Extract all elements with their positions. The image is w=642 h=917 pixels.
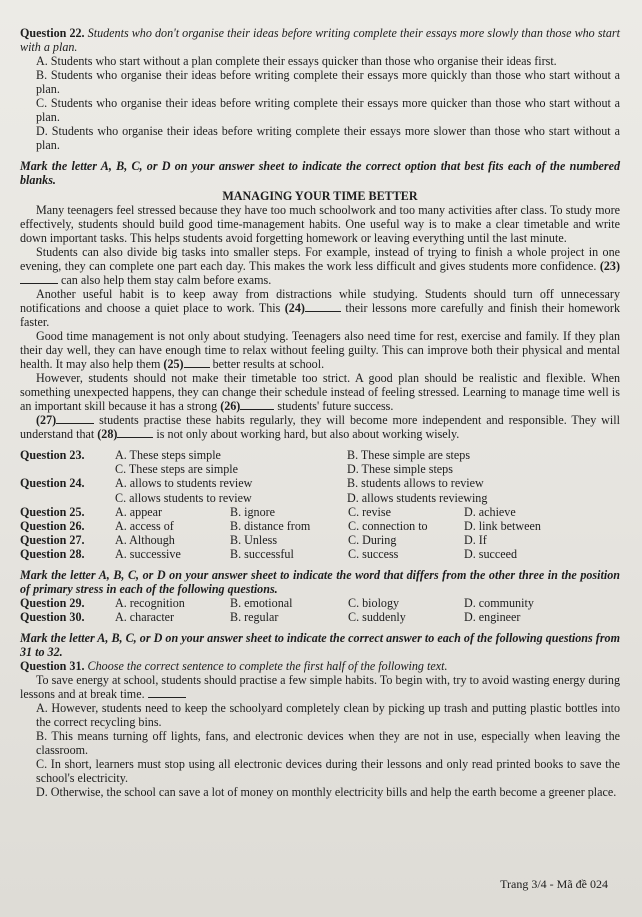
question-23-row-2 [20,462,620,476]
option-22-a[interactable]: A. Students who start without a plan complete their essays quicker than those who organise their ideas first. [36,54,557,69]
passage-paragraph-4: Good time management is not only about studying. Teenagers also need time for rest, exercise and family. If they plan their day well, they can have enough time to relax without feeling guilty. This can improve both their physical and mental health. It may also help them (25) better results at school. [20,328,620,372]
passage-paragraph-5: However, students should not make their timetable too strict. A good plan should be realistic and flexible. When something unexpected happens, they can change their schedule instead of feeling stressed. Learning to manage time well is an important skill because it has a strong (26) students' future success. [20,371,620,414]
question-label: Question 26. [20,518,85,533]
option-23-b[interactable]: B. These simple are steps [347,448,471,463]
option-29-a[interactable]: A. recognition [115,595,185,610]
passage-paragraph-6: (27) students practise these habits regularly, they will become more independent and responsible. They will understand that (28) is not only about working hard, but also about working wisely. [20,413,620,442]
blank-line[interactable] [20,273,58,284]
option-25-d[interactable]: D. achieve [464,504,516,519]
question-31-text: To save energy at school, students should practise a few simple habits. To begin with, try to avoid wasting energy during lessons and at break time. [20,673,620,702]
question-26-row [20,519,620,533]
blank-line[interactable] [305,301,341,312]
passage-paragraph-3: Another useful habit is to keep away from distractions while studying. Students should turn off unnecessary notifications and choose a quiet place to work. This (24) their lessons more carefully and finish their homework faster. [20,286,620,329]
question-24-row [20,476,620,490]
option-29-d[interactable]: D. community [464,595,534,610]
option-31-c[interactable]: C. In short, learners must stop using all electronic devices during their lessons and only read printed books to save the school's electricity. [36,757,620,786]
option-31-b[interactable]: B. This means turning off lights, fans, and electronic devices when they are not in use, especially when leaving the classroom. [36,729,620,758]
blank-number: (28) [97,427,118,442]
option-31-d[interactable]: D. Otherwise, the school can save a lot of money on monthly electricity bills and help the earth become a greener place. [36,785,617,800]
question-label: Question 27. [20,532,85,547]
blank-number: (25) [163,357,184,372]
option-22-d[interactable]: D. Students who organise their ideas before writing complete their essays more slower than those who start without a plan. [36,124,620,153]
blank-line[interactable] [148,687,186,698]
instruction-stress: Mark the letter A, B, C, or D on your answer sheet to indicate the word that differs from the other three in the position of primary stress in each of the following questions. [20,567,620,596]
instruction-blanks: Mark the letter A, B, C, or D on your answer sheet to indicate the correct option that best fits each of the numbered blanks. [20,159,620,188]
blank-number: (27) [36,413,57,428]
question-label: Question 28. [20,546,85,561]
option-23-a[interactable]: A. These steps simple [115,448,221,463]
option-25-a[interactable]: A. appear [115,504,163,519]
option-30-d[interactable]: D. engineer [464,609,521,624]
option-24-b[interactable]: B. students allows to review [347,476,484,491]
option-30-a[interactable]: A. character [115,609,175,624]
blank-line[interactable] [117,427,153,438]
option-24-c[interactable]: C. allows students to review [115,490,252,505]
question-text: Students who don't organise their ideas before writing complete their essays more slowly than those who start with a plan. [20,26,620,55]
question-27-row [20,533,620,547]
question-24-row-2 [20,491,620,505]
answer-table-23-28 [20,448,620,560]
passage-paragraph-2: Students can also divide big tasks into smaller steps. For example, instead of trying to finish a whole project in one evening, they can complete one part each day. This makes the work less difficult and gives students more confidence. (23) can also help them stay calm before exams. [20,244,620,287]
blank-number: (23) [599,258,620,273]
option-31-a[interactable]: A. However, students need to keep the schoolyard completely clean by picking up trash and putting plastic bottles into the correct recycling bins. [36,701,620,730]
option-26-d[interactable]: D. link between [464,518,541,533]
question-label: Question 25. [20,504,85,519]
blank-line[interactable] [56,413,94,424]
question-31-stem [20,659,620,673]
question-label: Question 29. [20,595,85,610]
instruction-questions-31-32: Mark the letter A, B, C, or D on your answer sheet to indicate the correct answer to each of the following questions from 31 to 32. [20,630,620,659]
blank-number: (26) [220,399,241,414]
option-28-a[interactable]: A. successive [115,546,181,561]
question-text: Choose the correct sentence to complete the first half of the following text. [87,659,448,674]
question-23-row [20,448,620,462]
question-25-row [20,505,620,519]
passage-paragraph-1: Many teenagers feel stressed because they have too much schoolwork and too many activities after class. To study more effectively, students should build good time-management habits. One useful way is to make a clear timetable and write down important tasks. This helps students avoid forgetting homework or leaving everything until the last minute. [20,202,620,245]
option-28-b[interactable]: B. successful [230,546,294,561]
question-22-stem [20,26,620,54]
option-27-d[interactable]: D. If [464,532,487,547]
option-26-a[interactable]: A. access of [115,518,174,533]
passage-title: MANAGING YOUR TIME BETTER [222,188,418,203]
question-label: Question 31. [20,659,85,674]
option-27-a[interactable]: A. Although [115,532,175,547]
option-30-b[interactable]: B. regular [230,609,279,624]
blank-line[interactable] [184,357,210,368]
option-29-b[interactable]: B. emotional [230,595,293,610]
option-24-a[interactable]: A. allows to students review [115,476,253,491]
option-22-c[interactable]: C. Students who organise their ideas before writing complete their essays more quicker than those who start without a plan. [36,96,620,125]
question-label: Question 22. [20,26,85,40]
option-23-d[interactable]: D. These simple steps [347,462,453,477]
option-28-d[interactable]: D. succeed [464,546,518,561]
question-29-row [20,596,620,610]
blank-line[interactable] [240,399,274,410]
question-label: Question 24. [20,476,85,491]
question-30-row [20,610,620,624]
question-label: Question 30. [20,609,85,624]
option-27-c[interactable]: C. During [348,532,397,547]
option-26-b[interactable]: B. distance from [230,518,311,533]
blank-number: (24) [284,300,305,315]
option-29-c[interactable]: C. biology [348,595,400,610]
option-23-c[interactable]: C. These steps are simple [115,462,239,477]
option-24-d[interactable]: D. allows students reviewing [347,490,488,505]
page-footer: Trang 3/4 - Mã đề 024 [500,877,608,891]
answer-table-29-30 [20,596,620,624]
option-25-c[interactable]: C. revise [348,504,391,519]
option-22-b[interactable]: B. Students who organise their ideas before writing complete their essays more quickly than those who start without a plan. [36,68,620,97]
option-25-b[interactable]: B. ignore [230,504,276,519]
question-label: Question 23. [20,448,85,463]
option-28-c[interactable]: C. success [348,546,399,561]
option-27-b[interactable]: B. Unless [230,532,278,547]
question-28-row [20,547,620,561]
option-26-c[interactable]: C. connection to [348,518,428,533]
option-30-c[interactable]: C. suddenly [348,609,406,624]
